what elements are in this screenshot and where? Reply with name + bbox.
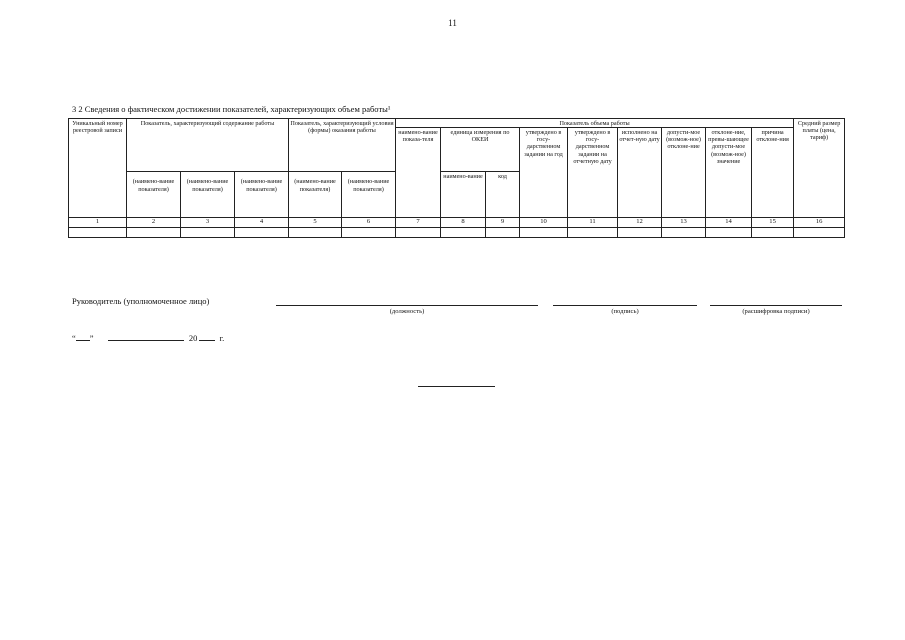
content-indicator-sub-1: (наимено-вание показателя) bbox=[127, 172, 181, 218]
column-number: 12 bbox=[618, 217, 662, 227]
exceeding-deviation-header: отклоне-ние, превы-шающее допусти-мое (возмож-ное) значение bbox=[706, 128, 752, 218]
unique-record-header: Уникальный номер реестровой записи bbox=[69, 119, 127, 218]
allowed-deviation-header: допусти-мое (возмож-ное) отклоне-ние bbox=[662, 128, 706, 218]
column-number: 2 bbox=[127, 217, 181, 227]
signature-caption: (подпись) bbox=[611, 308, 639, 315]
footer-divider bbox=[418, 386, 495, 387]
section-title: 3 2 Сведения о фактическом достижении показателей, характеризующих объем работы¹ bbox=[72, 104, 391, 114]
volume-indicator-header: Показатель объема работы bbox=[396, 119, 794, 128]
date-close-quote: ” bbox=[89, 333, 94, 343]
conditions-indicator-sub-2: (наимено-вание показателя) bbox=[342, 172, 396, 218]
date-open-quote: “ bbox=[72, 333, 76, 343]
signature-decode-line bbox=[710, 305, 842, 306]
content-indicator-sub-3: (наимено-вание показателя) bbox=[235, 172, 289, 218]
column-number: 3 bbox=[181, 217, 235, 227]
average-price-header: Средний размер платы (цена, тариф) bbox=[794, 119, 845, 218]
column-number: 6 bbox=[342, 217, 396, 227]
unit-code-header: код bbox=[486, 172, 520, 218]
column-number: 9 bbox=[486, 217, 520, 227]
column-number: 1 bbox=[69, 217, 127, 227]
unit-name-header: наимено-вание bbox=[441, 172, 486, 218]
year-blank bbox=[199, 332, 215, 341]
column-number: 10 bbox=[520, 217, 568, 227]
year-prefix: 20 bbox=[188, 333, 198, 343]
position-caption: (должность) bbox=[389, 308, 425, 315]
month-blank bbox=[108, 332, 184, 341]
column-number: 11 bbox=[568, 217, 618, 227]
volume-name-header: наимено-вание показа-теля bbox=[396, 128, 441, 218]
manager-label: Руководитель (уполномоченное лицо) bbox=[72, 296, 210, 306]
content-indicator-header: Показатель, характеризующий содержание работы bbox=[127, 119, 289, 172]
deviation-reason-header: причина отклоне-ния bbox=[752, 128, 794, 218]
table-row bbox=[69, 227, 845, 237]
position-line bbox=[276, 305, 538, 306]
conditions-indicator-sub-1: (наимено-вание показателя) bbox=[289, 172, 342, 218]
column-number: 13 bbox=[662, 217, 706, 227]
day-blank bbox=[76, 332, 90, 341]
column-number: 16 bbox=[794, 217, 845, 227]
signature-line bbox=[553, 305, 697, 306]
content-indicator-sub-2: (наимено-вание показателя) bbox=[181, 172, 235, 218]
column-number: 4 bbox=[235, 217, 289, 227]
column-number: 7 bbox=[396, 217, 441, 227]
unit-okei-header: единица измерения по ОКЕИ bbox=[441, 128, 520, 172]
approved-year-header: утверждено в госу-дарственном задании на год bbox=[520, 128, 568, 218]
volume-report-table bbox=[68, 118, 845, 238]
year-suffix: г. bbox=[219, 333, 225, 343]
executed-header: исполнено на отчет-ную дату bbox=[618, 128, 662, 218]
conditions-indicator-header: Показатель, характеризующий условия (формы) оказания работы bbox=[289, 119, 396, 172]
signature-decode-caption: (расшифровка подписи) bbox=[742, 308, 810, 315]
page-number: 11 bbox=[448, 18, 457, 28]
column-number: 8 bbox=[441, 217, 486, 227]
column-number: 15 bbox=[752, 217, 794, 227]
column-number: 14 bbox=[706, 217, 752, 227]
date-line bbox=[72, 332, 224, 343]
approved-date-header: утверждено в госу-дарственном задании на отчетную дату bbox=[568, 128, 618, 218]
column-number: 5 bbox=[289, 217, 342, 227]
